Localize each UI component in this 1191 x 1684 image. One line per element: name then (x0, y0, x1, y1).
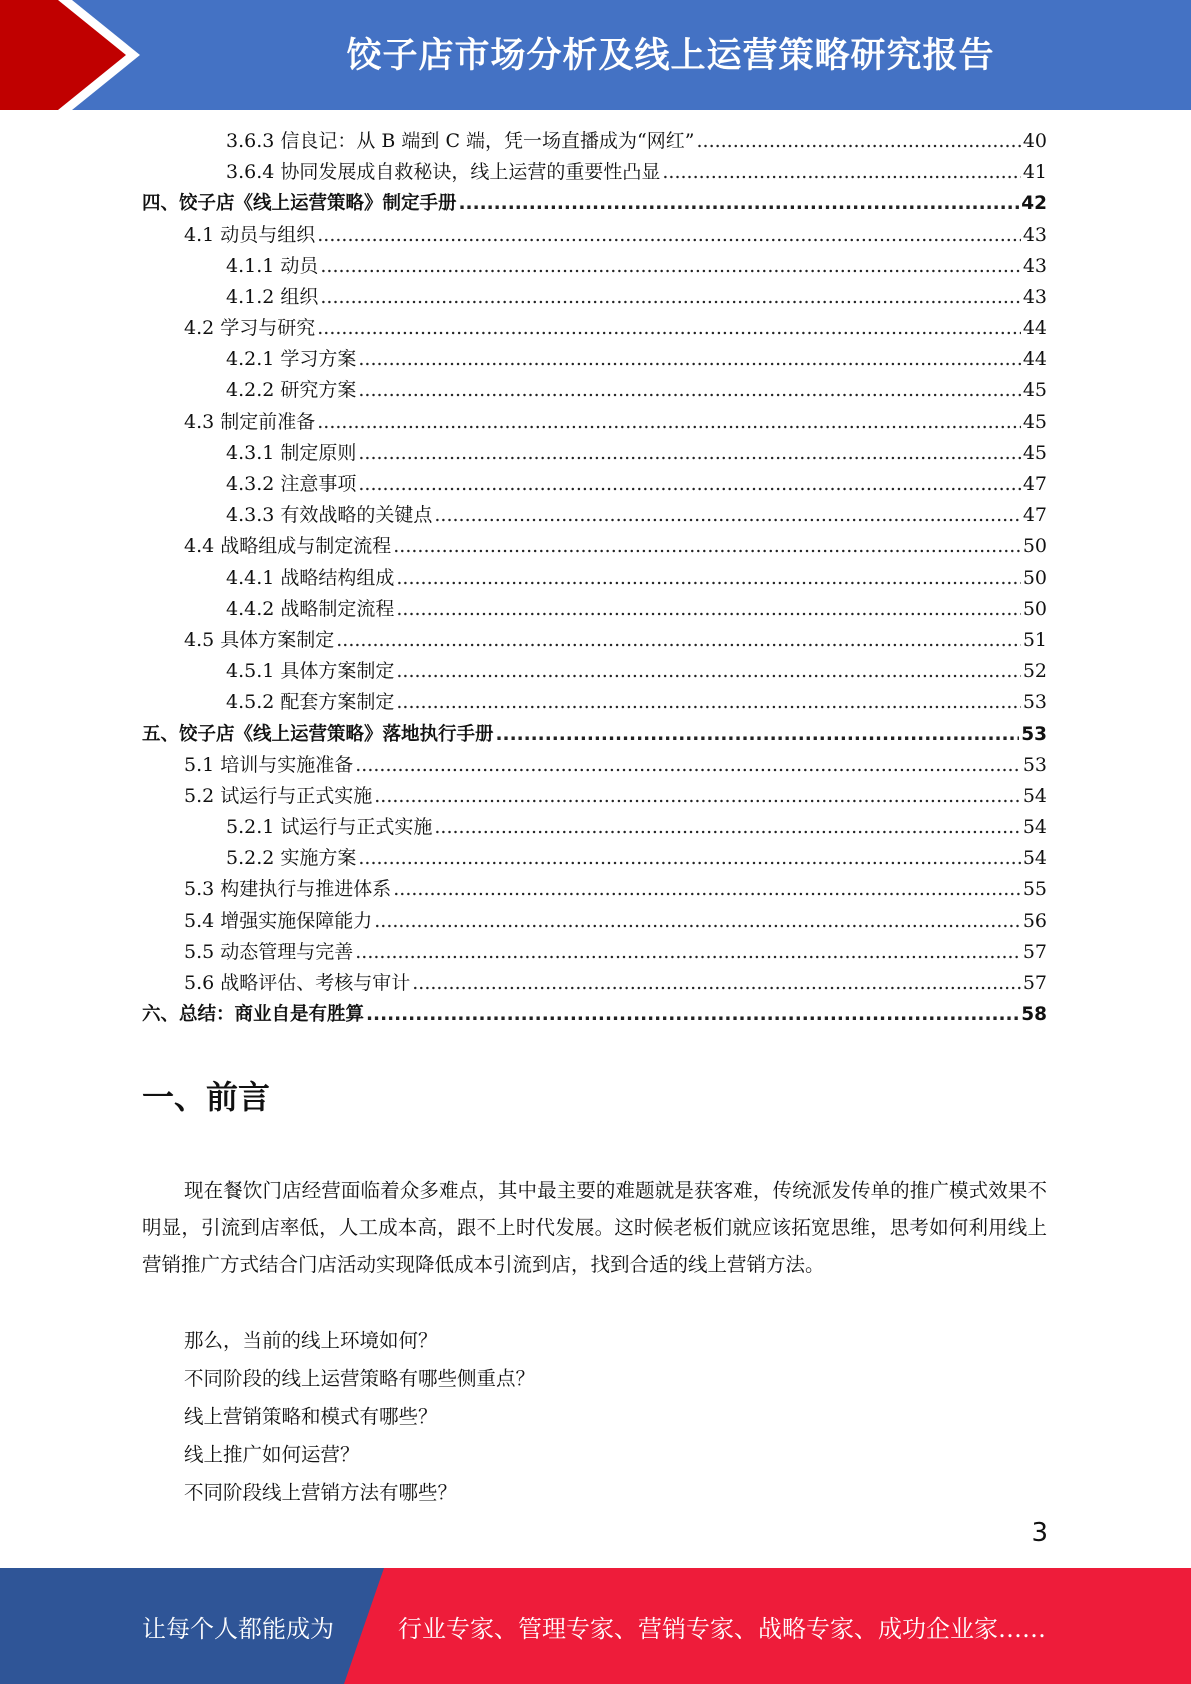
toc-dot-leader (320, 251, 1020, 282)
toc-entry[interactable] (142, 843, 1047, 874)
toc-entry-label: 3.6.4 协同发展成自救秘诀，线上运营的重要性凸显 (226, 161, 661, 184)
toc-dot-leader (358, 469, 1020, 500)
toc-dot-leader (396, 563, 1020, 594)
toc-dot-leader (366, 999, 1019, 1030)
toc-entry[interactable] (142, 781, 1047, 812)
toc-dot-leader (358, 375, 1020, 406)
toc-entry[interactable] (142, 656, 1047, 687)
toc-entry-page: 43 (1022, 254, 1047, 277)
toc-entry-page: 53 (1022, 691, 1047, 714)
toc-entry-label: 4.5.2 配套方案制定 (226, 691, 395, 714)
toc-entry-page: 45 (1022, 441, 1047, 464)
toc-entry-label: 5.6 战略评估、考核与审计 (184, 972, 411, 995)
toc-dot-leader (358, 843, 1020, 874)
question-item: 不同阶段线上营销方法有哪些？ (184, 1481, 458, 1504)
toc-entry-label: 4.2.2 研究方案 (226, 379, 357, 402)
page-header (0, 0, 1191, 110)
toc-dot-leader (396, 594, 1020, 625)
toc-entry-page: 51 (1022, 628, 1047, 651)
toc-entry[interactable] (142, 625, 1047, 656)
toc-entry-page: 57 (1022, 940, 1047, 963)
toc-dot-leader (662, 157, 1020, 188)
toc-entry-label: 5.4 增强实施保障能力 (184, 909, 373, 932)
toc-entry-label: 4.3.2 注意事项 (226, 473, 357, 496)
toc-entry-page: 47 (1022, 473, 1047, 496)
toc-dot-leader (393, 874, 1021, 905)
toc-dot-leader (412, 968, 1021, 999)
toc-entry-page: 53 (1022, 753, 1047, 776)
toc-dot-leader (696, 126, 1020, 157)
toc-entry[interactable] (142, 687, 1047, 718)
toc-entry[interactable] (142, 812, 1047, 843)
toc-entry-label: 4.5 具体方案制定 (184, 628, 335, 651)
toc-entry-page: 56 (1022, 909, 1047, 932)
toc-entry-label: 5.2.1 试运行与正式实施 (226, 816, 433, 839)
section-title: 一、前言 (142, 1078, 271, 1116)
toc-entry[interactable] (142, 157, 1047, 188)
toc-entry-page: 58 (1021, 1004, 1047, 1026)
toc-dot-leader (355, 750, 1021, 781)
question-item: 不同阶段的线上运营策略有哪些侧重点？ (184, 1367, 536, 1390)
toc-entry-label: 3.6.3 信良记：从 B 端到 C 端，凭一场直播成为“网红” (226, 129, 695, 152)
toc-dot-leader (396, 687, 1020, 718)
toc-entry[interactable] (142, 937, 1047, 968)
toc-entry[interactable] (142, 251, 1047, 282)
toc-entry-page: 54 (1022, 784, 1047, 807)
question-item: 线上推广如何运营？ (184, 1443, 360, 1466)
toc-entry-page: 53 (1021, 723, 1047, 745)
toc-entry[interactable] (142, 563, 1047, 594)
toc-entry-label: 4.1.1 动员 (226, 254, 319, 277)
toc-dot-leader (320, 282, 1020, 313)
toc-entry-label: 4.1.2 组织 (226, 285, 319, 308)
toc-entry-label: 4.5.1 具体方案制定 (226, 660, 395, 683)
toc-entry[interactable] (142, 438, 1047, 469)
header-title: 饺子店市场分析及线上运营策略研究报告 (346, 36, 995, 76)
toc-entry-page: 47 (1022, 504, 1047, 527)
toc-entry-page: 57 (1022, 972, 1047, 995)
toc-dot-leader (393, 531, 1021, 562)
toc-entry-page: 45 (1022, 379, 1047, 402)
toc-entry-page: 42 (1021, 193, 1047, 215)
toc-dot-leader (358, 438, 1020, 469)
toc-entry-label: 4.4.1 战略结构组成 (226, 566, 395, 589)
toc-dot-leader (459, 188, 1020, 219)
question-list (184, 1322, 535, 1512)
toc-dot-leader (317, 407, 1021, 438)
toc-entry[interactable] (142, 999, 1047, 1030)
toc-entry-label: 4.4.2 战略制定流程 (226, 597, 395, 620)
toc-entry[interactable] (142, 313, 1047, 344)
toc-entry[interactable] (142, 376, 1047, 407)
toc-entry-label: 4.4 战略组成与制定流程 (184, 535, 392, 558)
toc-dot-leader (336, 625, 1021, 656)
toc-entry-label: 5.2 试运行与正式实施 (184, 784, 373, 807)
page-number: 3 (1031, 1518, 1048, 1548)
toc-entry[interactable] (142, 719, 1047, 750)
toc-entry-page: 50 (1022, 566, 1047, 589)
toc-entry-page: 50 (1022, 535, 1047, 558)
toc-entry-label: 4.2.1 学习方案 (226, 348, 357, 371)
toc-entry-page: 52 (1022, 660, 1047, 683)
toc-dot-leader (434, 500, 1020, 531)
toc-entry-page: 54 (1022, 816, 1047, 839)
toc-entry-page: 54 (1022, 847, 1047, 870)
toc-dot-leader (355, 937, 1021, 968)
toc-entry-label: 5.2.2 实施方案 (226, 847, 357, 870)
toc-entry-label: 4.3.3 有效战略的关键点 (226, 504, 433, 527)
toc-entry-label: 5.3 构建执行与推进体系 (184, 878, 392, 901)
toc-entry[interactable] (142, 469, 1047, 500)
toc-entry-label: 5.1 培训与实施准备 (184, 753, 354, 776)
toc-entry[interactable] (142, 531, 1047, 562)
toc-dot-leader (434, 812, 1020, 843)
toc-dot-leader (374, 906, 1021, 937)
toc-entry-page: 55 (1022, 878, 1047, 901)
toc-entry-page: 50 (1022, 597, 1047, 620)
toc-dot-leader (317, 220, 1021, 251)
toc-dot-leader (358, 344, 1020, 375)
toc-dot-leader (317, 313, 1021, 344)
toc-entry-page: 43 (1022, 285, 1047, 308)
toc-entry-label: 4.2 学习与研究 (184, 317, 316, 340)
toc-dot-leader (396, 656, 1020, 687)
toc-entry[interactable] (142, 344, 1047, 375)
toc-entry-page: 44 (1022, 348, 1047, 371)
toc-entry-label: 六、总结：商业自是有胜算 (142, 1004, 365, 1026)
toc-entry[interactable] (142, 220, 1047, 251)
toc-entry-label: 四、饺子店《线上运营策略》制定手册 (142, 193, 457, 215)
toc-entry-label: 4.1 动员与组织 (184, 223, 316, 246)
intro-paragraph: 现在餐饮门店经营面临着众多难点，其中最主要的难题就是获客难，传统派发传单的推广模式效果不明显，引流到店率低，人工成本高，跟不上时代发展。这时候老板们就应该拓宽思维，思考如何利用线上营销推广方式结合门店活动实现降低成本引流到店，找到合适的线上营销方法。 (142, 1179, 1047, 1276)
toc-entry-page: 41 (1022, 161, 1047, 184)
toc-entry-page: 43 (1022, 223, 1047, 246)
toc-entry[interactable] (142, 188, 1047, 219)
toc-entry-label: 4.3 制定前准备 (184, 410, 316, 433)
footer-slogan-right: 行业专家、管理专家、营销专家、战略专家、成功企业家…… (398, 1614, 1046, 1643)
toc-entry[interactable] (142, 407, 1047, 438)
toc-entry[interactable] (142, 875, 1047, 906)
toc-entry-label: 5.5 动态管理与完善 (184, 940, 354, 963)
toc-entry[interactable] (142, 594, 1047, 625)
toc-dot-leader (374, 781, 1021, 812)
toc-entry-page: 40 (1022, 129, 1047, 152)
footer-slogan-left: 让每个人都能成为 (142, 1614, 334, 1643)
toc-entry[interactable] (142, 500, 1047, 531)
toc-entry[interactable] (142, 968, 1047, 999)
toc-entry[interactable] (142, 750, 1047, 781)
toc-entry[interactable] (142, 906, 1047, 937)
toc-dot-leader (496, 719, 1020, 750)
toc-entry-label: 五、饺子店《线上运营策略》落地执行手册 (142, 723, 494, 745)
toc-entry-label: 4.3.1 制定原则 (226, 441, 357, 464)
toc-entry-page: 45 (1022, 410, 1047, 433)
question-item: 那么，当前的线上环境如何？ (184, 1329, 438, 1352)
toc-entry[interactable] (142, 282, 1047, 313)
question-item: 线上营销策略和模式有哪些？ (184, 1405, 438, 1428)
toc-entry-page: 44 (1022, 317, 1047, 340)
table-of-contents (142, 126, 1047, 1030)
page-footer (0, 1568, 1191, 1684)
toc-entry[interactable] (142, 126, 1047, 157)
